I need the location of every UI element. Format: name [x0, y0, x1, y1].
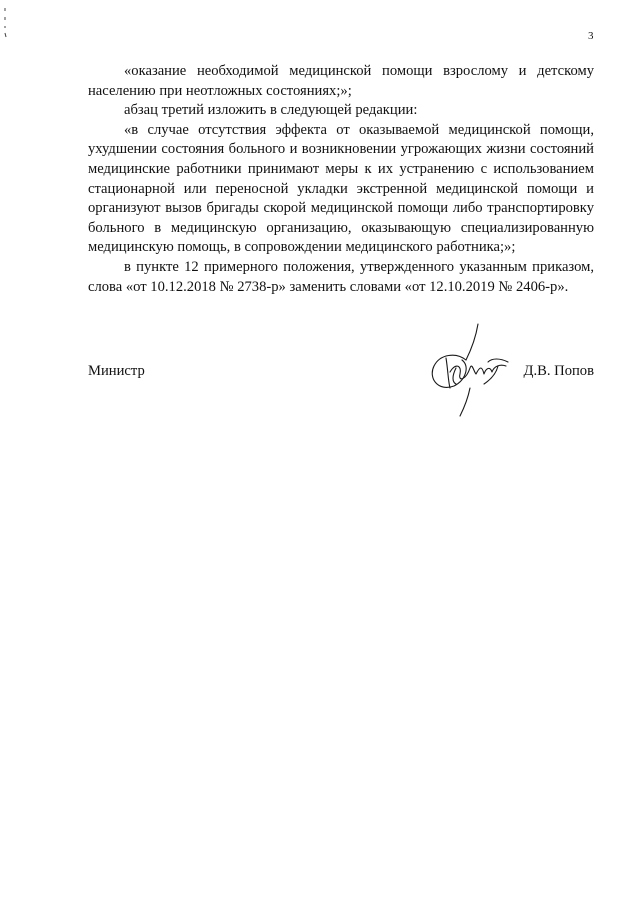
paragraph-amendment-quote-1: «оказание необходимой медицинской помощи взрослому и детскому населению при неотложных состояниях;»;: [88, 63, 594, 99]
paragraph-amendment-quote-2: «в случае отсутствия эффекта от оказываемой медицинской помощи, ухудшении состояния больного и возникновении угрожающих жизни состояний медицинские работники принимают меры к их устранению с использованием стационарной или переносной укладки экстренной медицинской помощи и организуют вызов бригады скорой медицинской помощи либо транспортировку больного в медицинскую организацию, оказывающую специализированную медицинскую помощь, в сопровождении медицинского работника;»;: [88, 121, 594, 256]
signatory-position: Министр: [88, 363, 145, 379]
signature-block: [88, 320, 594, 420]
page-number: 3: [588, 30, 594, 42]
paragraph-clause-12: в пункте 12 примерного положения, утвержденного указанным приказом, слова «от 10.12.2018 № 2738-р» заменить словами «от 12.10.2019 № 2406-р».: [88, 258, 594, 295]
scan-edge-marks: [2, 8, 8, 38]
handwritten-signature: [426, 322, 516, 418]
paragraph-instruction: абзац третий изложить в следующей редакции:: [124, 102, 418, 119]
document-body: [88, 62, 594, 297]
signatory-name: Д.В. Попов: [523, 363, 594, 379]
